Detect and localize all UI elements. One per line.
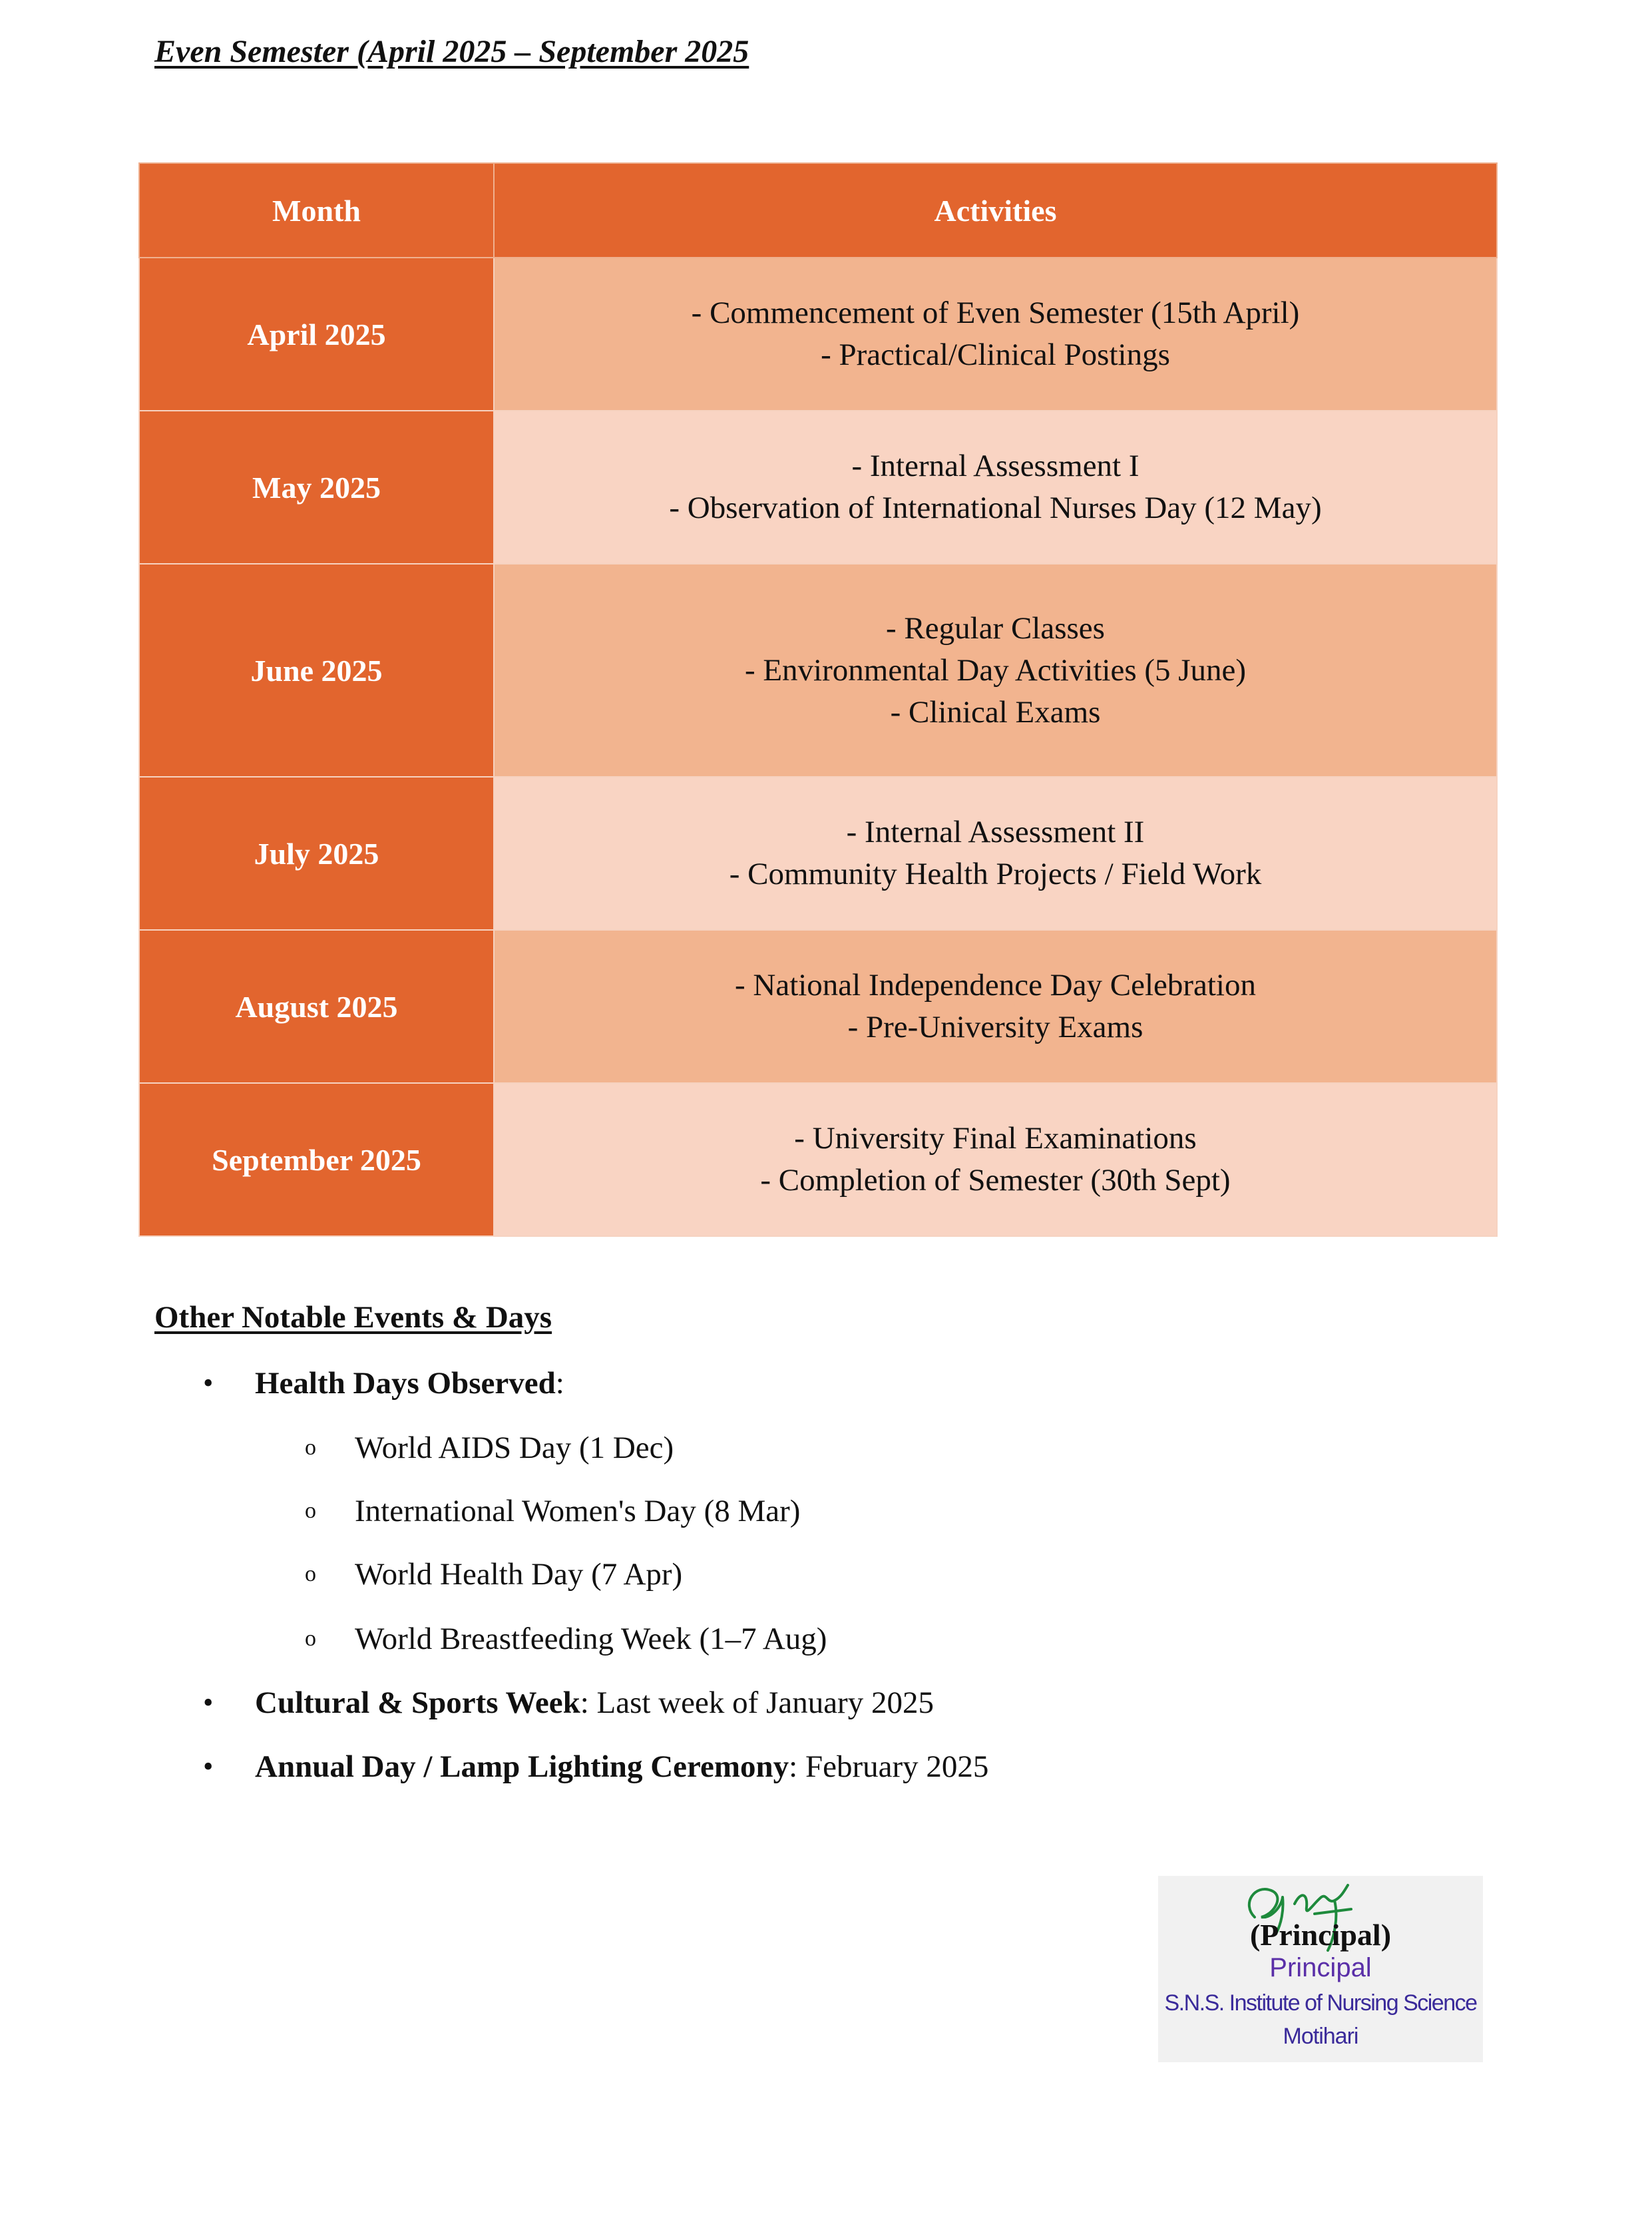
activity-line: - Commencement of Even Semester (15th April) [691,296,1300,330]
table-row [139,258,1497,411]
health-days-colon: : [555,1366,564,1401]
activity-line: - Clinical Exams [890,694,1101,730]
principal-label: Principal [1269,1953,1372,1982]
principal-parenthesized: (Principal) [1249,1918,1392,1952]
health-day-entry: World Health Day (7 Apr) [355,1557,683,1592]
table-row [139,930,1497,1083]
activity-line: - Regular Classes [886,610,1105,646]
month-cell: May 2025 [139,411,494,564]
activity-line: - Completion of Semester (30th Sept) [760,1163,1231,1198]
sub-bullet-icon: o [305,1562,316,1586]
month-cell: June 2025 [139,564,494,777]
health-day-entry: World Breastfeeding Week (1–7 Aug) [355,1622,827,1656]
month-cell: August 2025 [139,930,494,1083]
month-cell: July 2025 [139,777,494,930]
activities-cell [494,777,1497,930]
table-row [139,1083,1497,1236]
health-days-label: Health Days Observed [255,1366,556,1401]
sub-bullet-icon: o [305,1626,316,1651]
activity-line: - Practical/Clinical Postings [821,337,1170,372]
table-row [139,564,1497,777]
activities-cell [494,411,1497,564]
institute-town: Motihari [1283,2024,1358,2049]
cultural-week-label: Cultural & Sports Week [255,1685,580,1720]
activity-line: - Internal Assessment I [851,449,1139,483]
activity-line: - National Independence Day Celebration [734,968,1256,1003]
activities-cell [494,930,1497,1083]
cultural-week-value: : Last week of January 2025 [580,1685,934,1720]
annual-day-value: : February 2025 [789,1749,989,1784]
institute-name: S.N.S. Institute of Nursing Science [1164,1990,1477,2016]
table-row [139,777,1497,930]
bullet-icon: • [203,1686,214,1719]
activity-line: - Internal Assessment II [846,815,1145,849]
activity-line: - Community Health Projects / Field Work [729,857,1262,891]
bullet-icon: • [203,1750,214,1783]
semester-activities-table [138,162,1498,1237]
bullet-icon: • [203,1367,214,1399]
activities-cell [494,564,1497,777]
events-heading: Other Notable Events & Days [154,1300,552,1335]
activity-line: - University Final Examinations [794,1121,1197,1156]
activity-line: - Pre-University Exams [847,1010,1143,1044]
annual-day-item [255,1747,988,1787]
cultural-week-item [255,1683,934,1723]
activities-column-header: Activities [494,163,1497,258]
sub-bullet-icon: o [305,1435,316,1460]
activities-cell [494,258,1497,411]
table-header-row [139,163,1497,258]
activities-cell [494,1083,1497,1236]
month-cell: April 2025 [139,258,494,411]
health-day-entry: World AIDS Day (1 Dec) [355,1431,674,1465]
sub-bullet-icon: o [305,1498,316,1523]
activity-line: - Observation of International Nurses Day (12 May) [669,491,1322,525]
principal-stamp [1158,1876,1483,2062]
table-row [139,411,1497,564]
month-column-header: Month [139,163,494,258]
page-heading: Even Semester (April 2025 – September 2025 [154,34,749,69]
annual-day-label: Annual Day / Lamp Lighting Ceremony [255,1749,789,1784]
activity-line: - Environmental Day Activities (5 June) [744,652,1247,688]
health-day-entry: International Women's Day (8 Mar) [355,1494,801,1528]
month-cell: September 2025 [139,1083,494,1236]
health-days-item [255,1363,564,1403]
